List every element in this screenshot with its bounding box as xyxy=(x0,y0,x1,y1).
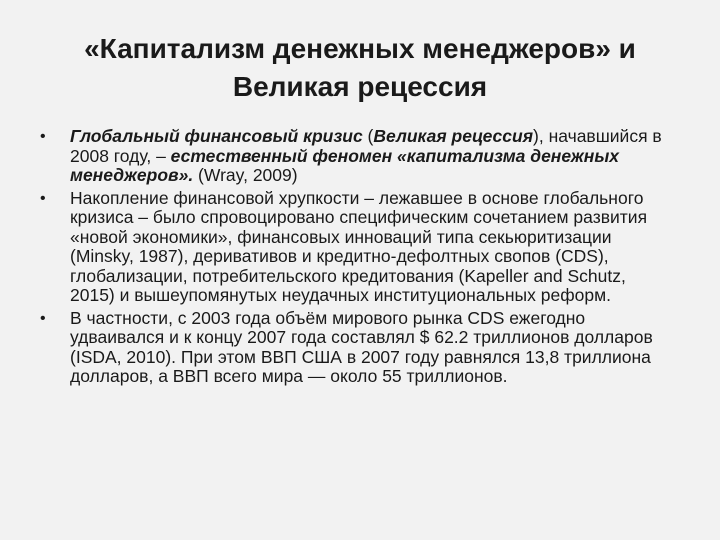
bullet-1-part-3: Великая рецессия xyxy=(373,126,534,146)
title-line-2: Великая рецессия xyxy=(232,71,488,102)
bullet-1-part-4: ), начавшийся в 2008 году, – xyxy=(70,126,662,166)
bullet-list xyxy=(40,127,670,390)
bullet-1-part-2: ( xyxy=(362,126,374,146)
bullet-marker: • xyxy=(40,189,46,207)
bullet-marker: • xyxy=(40,309,46,327)
bullet-item-3 xyxy=(40,309,670,387)
bullet-1-part-1: Глобальный финансовый кризис xyxy=(70,126,363,146)
slide-title xyxy=(20,30,700,106)
bullet-3-text: В частности, с 2003 года объём мирового рынка CDS ежегодно удваивался и к концу 2007 года составлял $ 62.2 триллионов долларов (ISDA, 2010). При этом ВВП США в 2007 году равнялся 13,8 триллиона долларов, а ВВП всего мира — около 55 триллионов. xyxy=(70,307,653,386)
bullet-1-part-6: (Wray, 2009) xyxy=(193,165,298,185)
bullet-item-1 xyxy=(40,127,670,186)
bullet-item-2 xyxy=(40,189,670,306)
title-line-1: «Капитализм денежных менеджеров» и xyxy=(84,33,636,64)
bullet-1-part-5: естественный феномен «капитализма денежных менеджеров». xyxy=(70,145,620,185)
bullet-marker: • xyxy=(40,128,46,145)
bullet-2-text: Накопление финансовой хрупкости – лежавшее в основе глобального кризиса – было спровоцировано специфическим сочетанием развития «новой экономики», финансовых инноваций типа секьюритизации (Minsky, 1987), деривативов и кредитно-дефолтных свопов (CDS), глобализации, потребительского кредитования (Kapeller and Schutz, 2015) и вышеупомянутых неудачных институциональных реформ. xyxy=(70,187,648,305)
